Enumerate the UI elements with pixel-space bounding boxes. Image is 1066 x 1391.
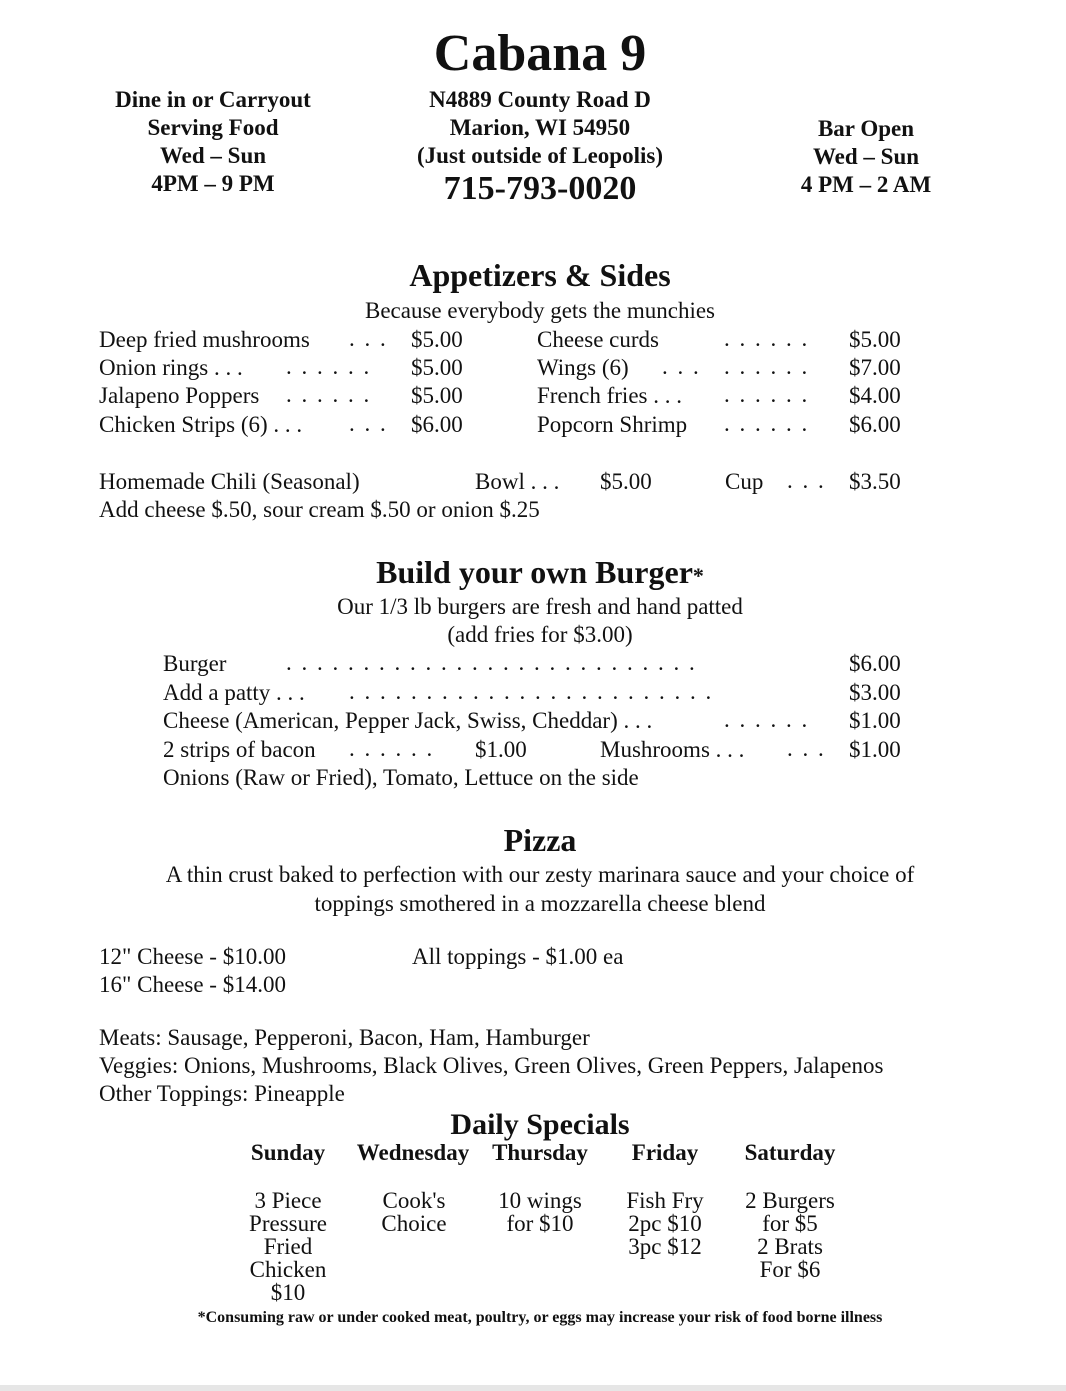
pizza-other: Other Toppings: Pineapple bbox=[99, 1081, 345, 1106]
food-safety-disclaimer: *Consuming raw or under cooked meat, poultry, or eggs may increase your risk of food borne illness bbox=[197, 1309, 883, 1326]
pizza-meats: Meats: Sausage, Pepperoni, Bacon, Ham, Hamburger bbox=[99, 1025, 590, 1050]
chili-bowl-price: $5.00 bbox=[600, 469, 652, 494]
menu-item-name: Wings (6) bbox=[537, 355, 629, 380]
special-line: $10 bbox=[270, 1280, 306, 1305]
address-block bbox=[390, 86, 690, 170]
address-line: (Just outside of Leopolis) bbox=[417, 143, 663, 168]
leader-dots: . . . . . . bbox=[286, 382, 372, 407]
special-wednesday bbox=[354, 1189, 474, 1235]
menu-item-price: $1.00 bbox=[849, 737, 901, 762]
phone-number[interactable]: 715-793-0020 bbox=[443, 170, 637, 207]
chili-bowl-label: Bowl . . . bbox=[475, 469, 560, 494]
special-day-saturday: Saturday bbox=[744, 1140, 836, 1165]
menu-item-price: $5.00 bbox=[411, 355, 463, 380]
burger-asterisk: * bbox=[692, 563, 704, 588]
leader-dots: . . . . . . bbox=[724, 411, 810, 436]
service-line: 4PM – 9 PM bbox=[151, 171, 275, 196]
special-line: 10 wings bbox=[498, 1188, 582, 1213]
menu-item-name: Cheese curds bbox=[537, 327, 659, 352]
menu-item-price: $5.00 bbox=[411, 327, 463, 352]
appetizers-heading: Appetizers & Sides bbox=[409, 257, 671, 293]
leader-dots: . . . . . . bbox=[724, 354, 810, 379]
special-day-wednesday: Wednesday bbox=[356, 1140, 470, 1165]
pizza-toppings-price: All toppings - $1.00 ea bbox=[412, 944, 624, 969]
service-info bbox=[88, 86, 338, 198]
special-line: Fish Fry bbox=[626, 1188, 704, 1213]
menu-item-price: $5.00 bbox=[849, 327, 901, 352]
leader-dots: . . . . . . bbox=[724, 707, 810, 732]
chili-cup-label: Cup bbox=[725, 469, 764, 494]
chili-cup-price: $3.50 bbox=[849, 469, 901, 494]
leader-dots: . . . bbox=[787, 736, 826, 761]
special-line: for $5 bbox=[762, 1211, 818, 1236]
pizza-description: A thin crust baked to perfection with our zesty marinara sauce and your choice of bbox=[165, 862, 915, 887]
special-line: 3 Piece bbox=[254, 1188, 322, 1213]
menu-item-price: $6.00 bbox=[849, 412, 901, 437]
special-saturday bbox=[730, 1189, 850, 1281]
leader-dots: . . . . . . bbox=[349, 736, 435, 761]
special-day-thursday: Thursday bbox=[492, 1140, 588, 1165]
leader-dots: . . . . . . . . . . . . . . . . . . . . . . . . bbox=[349, 679, 714, 704]
chili-addons: Add cheese $.50, sour cream $.50 or onion $.25 bbox=[99, 497, 540, 522]
pizza-heading: Pizza bbox=[503, 822, 577, 858]
special-friday bbox=[605, 1189, 725, 1258]
pizza-description: toppings smothered in a mozzarella cheese blend bbox=[314, 891, 766, 916]
leader-dots: . . . . . . bbox=[724, 382, 810, 407]
menu-item-name: 2 strips of bacon bbox=[163, 737, 316, 762]
special-day-sunday: Sunday bbox=[250, 1140, 326, 1165]
leader-dots: . . . . . . . . . . . . . . . . . . . . . . . . . . . bbox=[286, 650, 697, 675]
menu-item-name: Jalapeno Poppers bbox=[99, 383, 260, 408]
menu-item-price: $6.00 bbox=[849, 651, 901, 676]
leader-dots: . . . . . . bbox=[724, 326, 810, 351]
menu-item-price: $1.00 bbox=[475, 737, 527, 762]
special-line: 2 Burgers bbox=[745, 1188, 835, 1213]
bar-hours bbox=[766, 115, 966, 199]
special-line: For $6 bbox=[759, 1257, 821, 1282]
leader-dots: . . . bbox=[349, 326, 388, 351]
special-line: 3pc $12 bbox=[628, 1234, 702, 1259]
leader-dots: . . . bbox=[662, 354, 701, 379]
bar-line: Bar Open bbox=[817, 116, 915, 141]
burger-heading-text: Build your own Burger bbox=[376, 554, 693, 590]
burger-tagline: Our 1/3 lb burgers are fresh and hand patted bbox=[337, 594, 743, 619]
service-line: Wed – Sun bbox=[159, 143, 267, 168]
special-line: for $10 bbox=[506, 1211, 574, 1236]
menu-item-name: Mushrooms . . . bbox=[600, 737, 745, 762]
menu-item-price: $3.00 bbox=[849, 680, 901, 705]
special-line: 2pc $10 bbox=[628, 1211, 702, 1236]
menu-item-name: Onion rings . . . bbox=[99, 355, 243, 380]
menu-item-price: $5.00 bbox=[411, 383, 463, 408]
bottom-edge bbox=[0, 1385, 1066, 1391]
menu-item-price: $4.00 bbox=[849, 383, 901, 408]
service-line: Serving Food bbox=[147, 115, 279, 140]
special-line: Cook's bbox=[382, 1188, 446, 1213]
burger-free-sides: Onions (Raw or Fried), Tomato, Lettuce on the side bbox=[163, 765, 639, 790]
menu-item-name: Add a patty . . . bbox=[163, 680, 305, 705]
special-line: Fried bbox=[263, 1234, 313, 1259]
menu-item-price: $6.00 bbox=[411, 412, 463, 437]
special-line: 2 Brats bbox=[757, 1234, 823, 1259]
menu-item-price: $1.00 bbox=[849, 708, 901, 733]
leader-dots: . . . . . . bbox=[286, 354, 372, 379]
pizza-16-price: 16" Cheese - $14.00 bbox=[99, 972, 286, 997]
menu-item-name: Deep fried mushrooms bbox=[99, 327, 310, 352]
burger-heading bbox=[300, 554, 780, 591]
pizza-veggies: Veggies: Onions, Mushrooms, Black Olives, Green Olives, Green Peppers, Jalapenos bbox=[99, 1053, 884, 1078]
address-line: Marion, WI 54950 bbox=[449, 115, 631, 140]
special-sunday bbox=[228, 1189, 348, 1304]
menu-item-name: Cheese (American, Pepper Jack, Swiss, Cheddar) . . . bbox=[163, 708, 653, 733]
chili-name: Homemade Chili (Seasonal) bbox=[99, 469, 360, 494]
menu-item-name: Chicken Strips (6) . . . bbox=[99, 412, 303, 437]
special-thursday bbox=[480, 1189, 600, 1235]
special-line: Pressure bbox=[249, 1211, 327, 1236]
restaurant-name: Cabana 9 bbox=[433, 25, 647, 82]
pizza-12-price: 12" Cheese - $10.00 bbox=[99, 944, 286, 969]
service-line: Dine in or Carryout bbox=[115, 87, 311, 112]
menu-item-name: Popcorn Shrimp bbox=[537, 412, 688, 437]
leader-dots: . . . bbox=[349, 411, 388, 436]
specials-heading: Daily Specials bbox=[450, 1108, 630, 1141]
bar-line: Wed – Sun bbox=[812, 144, 920, 169]
burger-fries-note: (add fries for $3.00) bbox=[447, 622, 633, 647]
special-day-friday: Friday bbox=[631, 1140, 699, 1165]
address-line: N4889 County Road D bbox=[429, 87, 651, 112]
bar-line: 4 PM – 2 AM bbox=[800, 172, 932, 197]
special-line: Chicken bbox=[249, 1257, 327, 1282]
leader-dots: . . . bbox=[787, 468, 826, 493]
menu-item-name: French fries . . . bbox=[537, 383, 682, 408]
appetizers-tagline: Because everybody gets the munchies bbox=[365, 298, 715, 323]
menu-item-price: $7.00 bbox=[849, 355, 901, 380]
menu-item-name: Burger bbox=[163, 651, 227, 676]
special-line: Choice bbox=[381, 1211, 447, 1236]
